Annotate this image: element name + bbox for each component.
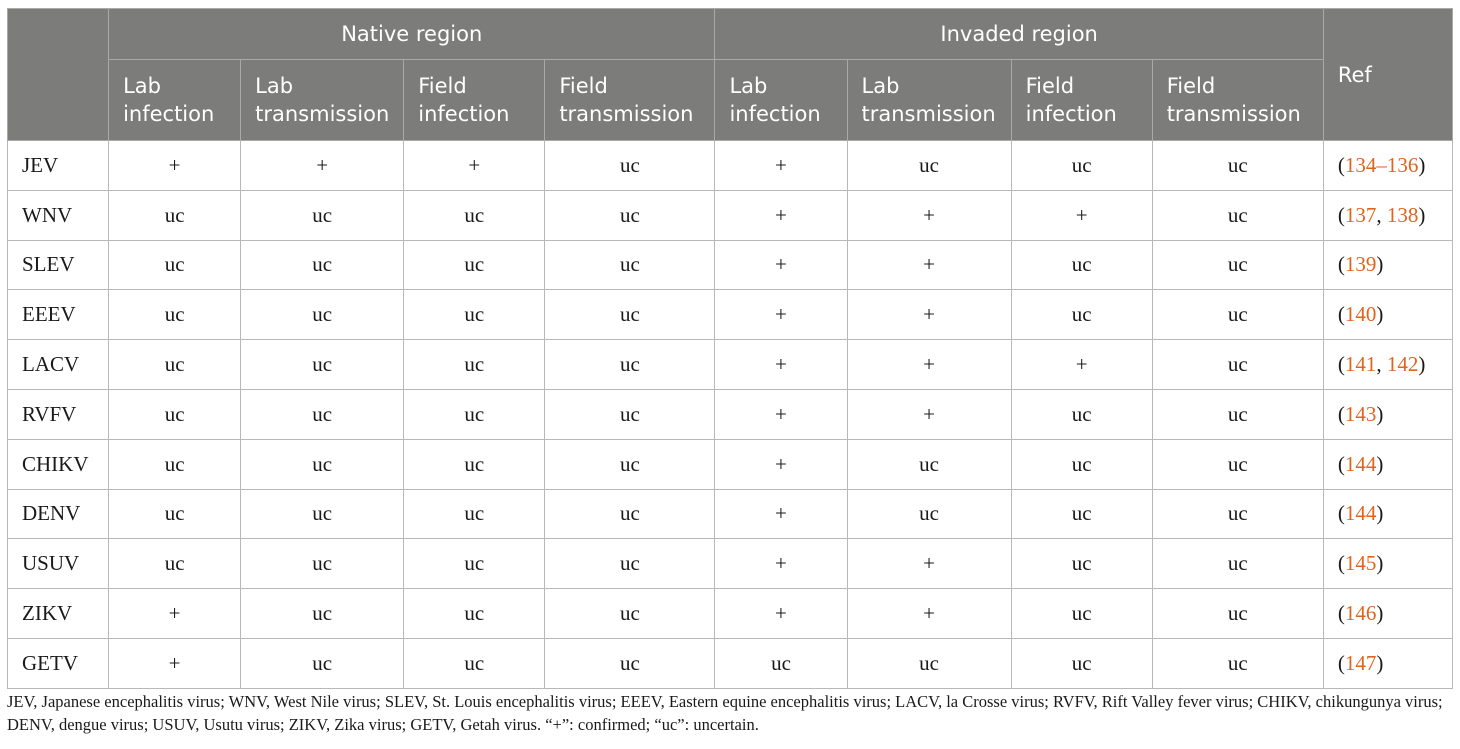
ref-link[interactable]: 139: [1344, 252, 1377, 277]
ref-punctuation: (: [1337, 551, 1345, 576]
header-subcolumn-invaded-0: [715, 60, 847, 141]
ref-link[interactable]: 144: [1344, 501, 1377, 526]
status-cell: uc: [404, 190, 545, 240]
header-group-row: [8, 9, 1453, 60]
status-cell: uc: [241, 539, 404, 589]
ref-punctuation: ): [1418, 202, 1426, 227]
ref-punctuation: ): [1376, 451, 1384, 476]
header-subcolumn-text: infection: [418, 102, 510, 126]
status-cell: +: [847, 539, 1011, 589]
status-cell: uc: [1011, 539, 1152, 589]
table-body: [8, 141, 1453, 689]
status-cell: uc: [1152, 240, 1323, 290]
ref-link[interactable]: 142: [1386, 352, 1419, 377]
ref-punctuation: (: [1337, 650, 1345, 675]
ref-punctuation: (: [1337, 252, 1345, 277]
header-corner-cell: [8, 9, 109, 141]
status-cell: uc: [241, 389, 404, 439]
status-cell: uc: [545, 141, 715, 191]
status-cell: +: [847, 190, 1011, 240]
status-cell: uc: [241, 439, 404, 489]
table-row: [8, 190, 1453, 240]
status-cell: uc: [545, 489, 715, 539]
status-cell: uc: [545, 240, 715, 290]
virus-name-cell: GETV: [8, 638, 109, 688]
status-cell: +: [109, 638, 241, 688]
status-cell: uc: [1152, 489, 1323, 539]
ref-cell: [1323, 340, 1452, 390]
status-cell: +: [847, 389, 1011, 439]
table-row: [8, 638, 1453, 688]
status-cell: uc: [847, 141, 1011, 191]
status-cell: uc: [109, 240, 241, 290]
ref-punctuation: ): [1376, 252, 1384, 277]
header-subcolumn-text: Field: [418, 74, 467, 98]
status-cell: +: [715, 240, 847, 290]
status-cell: uc: [1011, 589, 1152, 639]
status-cell: +: [715, 290, 847, 340]
header-subcolumn-text: infection: [123, 102, 215, 126]
header-subcolumn-text: infection: [1025, 102, 1117, 126]
status-cell: uc: [109, 190, 241, 240]
ref-link[interactable]: 146: [1344, 601, 1377, 626]
status-cell: uc: [545, 539, 715, 589]
ref-punctuation: ): [1376, 501, 1384, 526]
ref-punctuation: (: [1337, 601, 1345, 626]
ref-link[interactable]: 145: [1344, 551, 1377, 576]
status-cell: +: [715, 389, 847, 439]
header-subcolumn-text: transmission: [1166, 102, 1301, 126]
ref-punctuation: ): [1376, 302, 1384, 327]
status-cell: uc: [1152, 539, 1323, 589]
status-cell: uc: [241, 240, 404, 290]
ref-punctuation: ): [1418, 152, 1426, 177]
header-subcolumn-invaded-1: [847, 60, 1011, 141]
virus-name-cell: SLEV: [8, 240, 109, 290]
status-cell: uc: [545, 638, 715, 688]
ref-punctuation: (: [1337, 302, 1345, 327]
header-subcolumn-text: Field: [559, 74, 608, 98]
virus-name-cell: CHIKV: [8, 439, 109, 489]
status-cell: uc: [241, 290, 404, 340]
status-cell: uc: [1011, 389, 1152, 439]
status-cell: +: [847, 240, 1011, 290]
status-cell: uc: [109, 389, 241, 439]
virus-name-cell: USUV: [8, 539, 109, 589]
status-cell: uc: [1152, 190, 1323, 240]
status-cell: uc: [109, 539, 241, 589]
ref-link[interactable]: 138: [1386, 202, 1419, 227]
status-cell: +: [715, 439, 847, 489]
ref-cell: [1323, 589, 1452, 639]
table-footnote: JEV, Japanese encephalitis virus; WNV, West Nile virus; SLEV, St. Louis encephalitis virus; EEEV, Eastern equine encephalitis virus; LACV, la Crosse virus; RVFV, Rift Valley fever virus; CHIKV, chikungunya virus; DENV, dengue virus; USUV, Usutu virus; ZIKV, Zika virus; GETV, Getah virus. “+”: confirmed; “uc”: uncertain.: [7, 692, 1443, 734]
status-cell: uc: [1011, 240, 1152, 290]
header-subcolumn-text: transmission: [255, 102, 390, 126]
ref-link[interactable]: 140: [1344, 302, 1377, 327]
ref-punctuation: ,: [1376, 202, 1387, 227]
header-subcolumn-native-3: [545, 60, 715, 141]
status-cell: uc: [847, 489, 1011, 539]
status-cell: uc: [847, 638, 1011, 688]
ref-link[interactable]: 144: [1344, 451, 1377, 476]
status-cell: uc: [545, 589, 715, 639]
status-cell: uc: [1011, 290, 1152, 340]
status-cell: +: [715, 539, 847, 589]
status-cell: uc: [404, 539, 545, 589]
ref-link[interactable]: 134–136: [1344, 152, 1419, 177]
status-cell: +: [847, 340, 1011, 390]
status-cell: uc: [109, 439, 241, 489]
header-native-region: Native region: [109, 9, 715, 60]
ref-link[interactable]: 137: [1344, 202, 1377, 227]
status-cell: uc: [109, 290, 241, 340]
virus-name-cell: EEEV: [8, 290, 109, 340]
header-subcolumn-text: transmission: [559, 102, 694, 126]
status-cell: uc: [241, 190, 404, 240]
virus-transmission-table: [7, 8, 1453, 689]
ref-cell: [1323, 489, 1452, 539]
status-cell: uc: [715, 638, 847, 688]
status-cell: +: [109, 589, 241, 639]
header-subcolumn-text: Lab: [861, 74, 900, 98]
header-subcolumn-native-1: [241, 60, 404, 141]
header-invaded-region: Invaded region: [715, 9, 1323, 60]
virus-name-cell: RVFV: [8, 389, 109, 439]
status-cell: uc: [1011, 638, 1152, 688]
status-cell: uc: [404, 489, 545, 539]
header-subcolumn-text: transmission: [861, 102, 996, 126]
header-subcolumn-text: Lab: [123, 74, 161, 98]
status-cell: uc: [404, 240, 545, 290]
virus-name-cell: DENV: [8, 489, 109, 539]
table-row: [8, 290, 1453, 340]
virus-name-cell: ZIKV: [8, 589, 109, 639]
table-row: [8, 539, 1453, 589]
status-cell: uc: [545, 190, 715, 240]
header-ref: Ref: [1323, 9, 1452, 141]
status-cell: +: [1011, 190, 1152, 240]
status-cell: uc: [241, 489, 404, 539]
status-cell: uc: [241, 638, 404, 688]
ref-link[interactable]: 143: [1344, 401, 1377, 426]
table-row: [8, 589, 1453, 639]
header-subcolumn-invaded-2: [1011, 60, 1152, 141]
status-cell: uc: [1011, 141, 1152, 191]
status-cell: +: [1011, 340, 1152, 390]
ref-punctuation: ): [1376, 551, 1384, 576]
status-cell: uc: [1152, 638, 1323, 688]
status-cell: uc: [1152, 589, 1323, 639]
status-cell: uc: [404, 638, 545, 688]
status-cell: uc: [1152, 340, 1323, 390]
status-cell: +: [715, 190, 847, 240]
status-cell: uc: [847, 439, 1011, 489]
status-cell: +: [847, 290, 1011, 340]
ref-cell: [1323, 141, 1452, 191]
status-cell: uc: [545, 290, 715, 340]
header-subcolumn-text: Field: [1166, 74, 1216, 98]
status-cell: uc: [1152, 389, 1323, 439]
header-subcolumn-text: infection: [729, 102, 821, 126]
ref-cell: [1323, 240, 1452, 290]
table-row: [8, 389, 1453, 439]
status-cell: uc: [1011, 489, 1152, 539]
ref-punctuation: (: [1337, 352, 1345, 377]
ref-cell: [1323, 190, 1452, 240]
ref-punctuation: ,: [1376, 352, 1387, 377]
ref-punctuation: ): [1418, 352, 1426, 377]
status-cell: uc: [404, 589, 545, 639]
status-cell: uc: [404, 340, 545, 390]
header-subcolumn-text: Lab: [255, 74, 294, 98]
status-cell: +: [715, 489, 847, 539]
virus-name-cell: LACV: [8, 340, 109, 390]
table-container: [7, 8, 1453, 689]
status-cell: uc: [545, 439, 715, 489]
table-row: [8, 439, 1453, 489]
ref-punctuation: (: [1337, 451, 1345, 476]
status-cell: uc: [109, 489, 241, 539]
ref-cell: [1323, 539, 1452, 589]
ref-punctuation: (: [1337, 202, 1345, 227]
status-cell: +: [847, 589, 1011, 639]
ref-cell: [1323, 389, 1452, 439]
status-cell: +: [109, 141, 241, 191]
ref-punctuation: (: [1337, 401, 1345, 426]
status-cell: +: [715, 340, 847, 390]
ref-punctuation: ): [1376, 601, 1384, 626]
status-cell: uc: [545, 340, 715, 390]
table-row: [8, 489, 1453, 539]
status-cell: uc: [241, 589, 404, 639]
status-cell: uc: [1152, 290, 1323, 340]
status-cell: uc: [404, 439, 545, 489]
header-subcolumn-native-0: [109, 60, 241, 141]
status-cell: +: [715, 589, 847, 639]
header-subcolumn-native-2: [404, 60, 545, 141]
ref-punctuation: ): [1376, 401, 1384, 426]
status-cell: +: [404, 141, 545, 191]
table-row: [8, 240, 1453, 290]
table-header: [8, 9, 1453, 141]
header-subcolumn-text: Lab: [729, 74, 768, 98]
ref-punctuation: (: [1337, 152, 1345, 177]
ref-cell: [1323, 638, 1452, 688]
status-cell: uc: [109, 340, 241, 390]
status-cell: uc: [1152, 141, 1323, 191]
table-row: [8, 340, 1453, 390]
header-subcolumn-invaded-3: [1152, 60, 1323, 141]
table-row: [8, 141, 1453, 191]
status-cell: uc: [404, 290, 545, 340]
status-cell: +: [241, 141, 404, 191]
header-subcolumn-row: [8, 60, 1453, 141]
ref-punctuation: ): [1376, 650, 1384, 675]
virus-name-cell: JEV: [8, 141, 109, 191]
status-cell: uc: [1011, 439, 1152, 489]
ref-cell: [1323, 439, 1452, 489]
status-cell: +: [715, 141, 847, 191]
status-cell: uc: [404, 389, 545, 439]
ref-cell: [1323, 290, 1452, 340]
status-cell: uc: [545, 389, 715, 439]
header-subcolumn-text: Field: [1025, 74, 1075, 98]
ref-punctuation: (: [1337, 501, 1345, 526]
status-cell: uc: [241, 340, 404, 390]
virus-name-cell: WNV: [8, 190, 109, 240]
ref-link[interactable]: 141: [1344, 352, 1377, 377]
status-cell: uc: [1152, 439, 1323, 489]
ref-link[interactable]: 147: [1344, 650, 1377, 675]
